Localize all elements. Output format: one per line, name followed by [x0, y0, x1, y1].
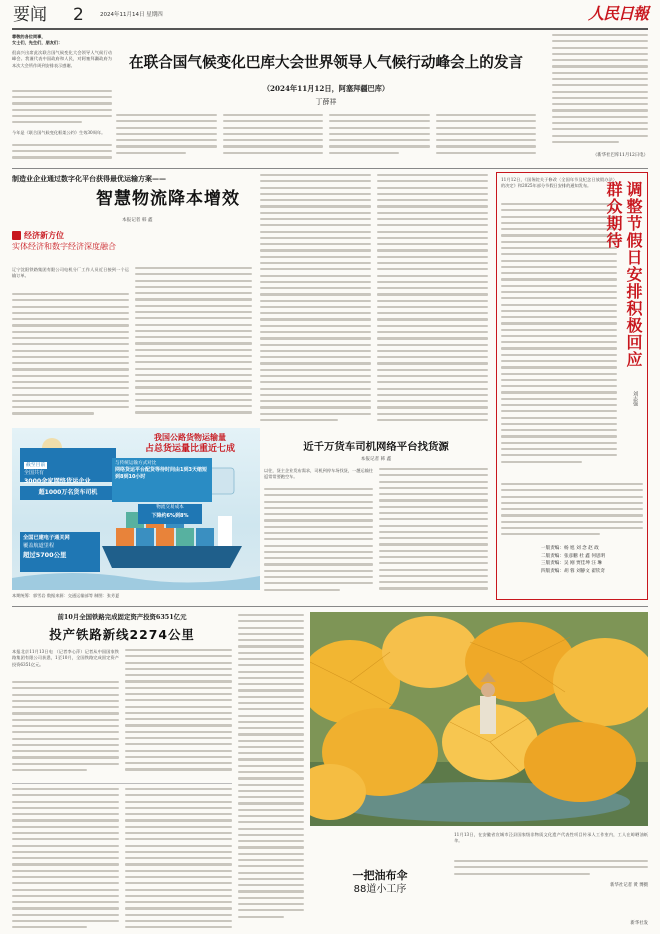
photo-title-sub: 88道小工序: [353, 884, 407, 895]
stat5-text: 全国已建电子通关网: [23, 535, 70, 541]
umbrella-photo: [310, 612, 648, 826]
stat1-value: 3000余家网络货运企业: [24, 478, 91, 485]
logistics-lead: 辽宁沈阳铁路集团有限公司电机分厂工作人员近日接到一个运输订单。: [12, 267, 129, 279]
photo-caption-text: 11月13日，在安徽省宣城市泾县国家级非物质文化遗产代表性项目传承人工作室内，工人在晾晒油纸伞。: [454, 832, 648, 844]
logistics-body-right: [260, 174, 488, 432]
railway-kicker: 前10月全国铁路完成固定资产投资6351亿元: [57, 613, 187, 621]
stat-box-4: [138, 504, 202, 524]
commentary-lead: 11月12日，《国务院关于修改〈全国年节及纪念日放假办法〉的决定》和2025年部分节假日安排的通知发布。: [501, 177, 617, 189]
railway-article: [12, 610, 232, 928]
stat5-text-2: 覆盖航道里程: [23, 543, 55, 549]
railway-lead: 本报北京11月13日电 （记者李心萍）记者从中国国家铁路集团有限公司获悉，1至10月，全国铁路完成固定资产投资6351亿元。: [12, 649, 119, 667]
stat5-value: 超过5700公里: [23, 551, 67, 559]
section-name: 要闻: [13, 5, 47, 25]
logistics-kicker: 制造业企业通过数字化平台获得最优运输方案——: [12, 174, 166, 183]
top-article-subtitle: （2024年11月12日，阿塞拜疆巴库）: [262, 84, 390, 93]
stat-box-3: [112, 458, 212, 502]
logistics-title: 智慧物流降本增效: [96, 189, 240, 209]
editors-list: [541, 545, 645, 575]
trucker-lead: 以往，货主企业发布需求，司机到停车场找货，一趟运输往返常常要跑空车。: [264, 468, 373, 480]
editor-line: 四版责编：胡 蓉 刘静文 翟钦奇: [541, 568, 606, 574]
logistics-byline: 本报记者 韩 鑫: [122, 218, 153, 223]
commentary-text-left: [501, 177, 617, 477]
editor-line: 二版责编：张彦鹏 杜 鑫 何思明: [541, 553, 606, 559]
commentary-title: 调整节假日安排积极回应群众期待: [604, 181, 643, 368]
page-footer: 新华社发: [630, 921, 648, 926]
stat4-value: 下降约6%到8%: [151, 513, 189, 519]
editor-line: 三版责编：吴 刚 贾佳坤 汪 琳: [541, 561, 602, 566]
divider-top: [12, 168, 648, 169]
stat-box-1: [20, 448, 116, 485]
photo-caption: [454, 832, 648, 922]
column-tag-marker: [12, 231, 21, 240]
logistics-body: [12, 267, 252, 425]
column-tag: [12, 230, 162, 260]
photo-title-main: 一把油布伞: [352, 869, 408, 882]
issue-date: 2024年11月14日 星期四: [100, 12, 163, 18]
top-left-column: [12, 34, 112, 164]
stat3-label: 与传统运输方式对比: [115, 461, 157, 466]
page-number: 2: [73, 5, 84, 25]
stat-box-2: 超1000万名货车司机: [20, 486, 116, 500]
column-tag-name: 经济新方位: [24, 231, 64, 240]
top-article-title: 在联合国气候变化巴库大会世界领导人气候行动峰会上的发言: [128, 54, 524, 71]
top-article: [12, 34, 648, 164]
photo-title: [310, 868, 450, 897]
top-left-para-1: 很高兴出席此次联合国气候变化大会领导人气候行动峰会。我谨代表中国政府和人民，对阿塞拜疆政府为本次大会所作周到安排表示感谢。: [12, 49, 112, 68]
top-right-column: [552, 34, 648, 152]
stat1-text: 全国共有: [24, 470, 45, 476]
commentary-author: 刘志强: [632, 391, 638, 406]
masthead-logo: 人民日報: [588, 4, 649, 23]
editor-line: 一版责编：杨 旭 刘 念 赵 政: [541, 546, 599, 551]
stat-box-5: [20, 532, 100, 572]
railway-title: 投产铁路新线2274公里: [49, 627, 195, 642]
infographic-headline-2: 占总货运量比重近七成: [144, 444, 235, 454]
infographic-credits: 本期统筹：郭雪岩 数据来源：交通运输部等 制图：张芳夏: [12, 593, 120, 598]
divider-mid: [12, 606, 648, 607]
infographic-headline: [122, 432, 258, 455]
infographic-headline-1: 我国公路货物运输量: [154, 433, 226, 442]
greeting-1: 尊敬的各位同事，: [12, 34, 46, 39]
section-label: [13, 5, 47, 25]
top-left-para-2: 今年是《联合国气候变化框架公约》生效30周年。: [12, 129, 106, 135]
column-tag-sub: 实体经济和数字经济深度融合: [12, 242, 116, 251]
commentary-box: [496, 172, 648, 600]
top-left-text-lines: [12, 90, 112, 130]
stat3-text: 网络货运平台配货等待时间由1到3天缩短到8到10小时: [115, 467, 207, 480]
stat1-label: 截至目前: [26, 463, 46, 468]
trucker-title: 近千万货车司机网络平台找货源: [303, 441, 449, 453]
masthead: [0, 0, 660, 30]
greeting-2: 女士们，先生们，朋友们：: [12, 40, 63, 46]
trucker-byline: 本报记者 韩 鑫: [360, 457, 392, 462]
top-article-source: （新华社巴库11月12日电）: [592, 153, 648, 158]
umbrella-photo-illustration: [310, 612, 648, 826]
railway-continued: [238, 614, 304, 928]
masthead-rule: [12, 28, 648, 30]
trucker-article: [264, 432, 488, 600]
photo-credit: 新华社记者 黄 博摄: [610, 883, 648, 888]
infographic: [12, 428, 260, 590]
top-article-body: [116, 114, 536, 164]
stat4-text: 物流交易成本: [156, 505, 184, 510]
top-article-author: 丁薛祥: [315, 98, 337, 106]
